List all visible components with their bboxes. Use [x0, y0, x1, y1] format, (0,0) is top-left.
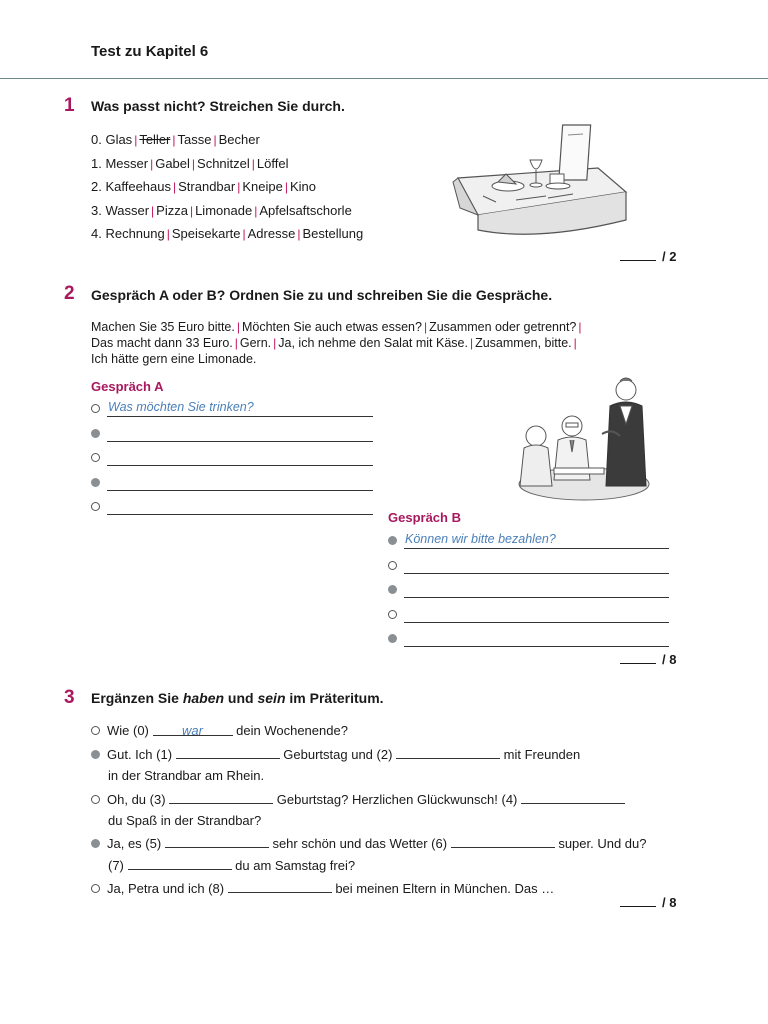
word-option[interactable]: Schnitzel — [197, 155, 250, 171]
separator: | — [469, 336, 474, 350]
separator: | — [254, 203, 258, 218]
title-part: Ergänzen Sie — [91, 690, 183, 706]
title-part: und — [224, 690, 258, 706]
phrase: Ich hätte gern eine Limonade. — [91, 352, 257, 366]
separator: | — [578, 320, 582, 334]
section-1-title: Was passt nicht? Streichen Sie durch. — [91, 98, 345, 114]
phrase-line — [91, 335, 584, 351]
word-option[interactable]: 4. Rechnung — [91, 226, 165, 241]
word-row — [91, 152, 363, 176]
example-answer: Was möchten Sie trinken? — [108, 400, 254, 414]
separator: | — [150, 156, 154, 171]
word-option[interactable]: Löffel — [256, 155, 289, 171]
word-row — [91, 199, 363, 223]
speaker-filled-bullet — [388, 585, 397, 594]
text: Geburtstag? Herzlichen Glückwunsch! (4) — [276, 792, 518, 807]
speaker-open-bullet — [91, 502, 100, 511]
dialog-line — [91, 423, 381, 448]
separator: | — [166, 227, 170, 241]
page-title: Test zu Kapitel 6 — [91, 43, 209, 60]
text: (7) — [108, 858, 124, 873]
answer-input-line[interactable] — [107, 416, 373, 417]
separator: | — [134, 133, 138, 147]
dialog-line — [91, 496, 381, 521]
answer-input-line[interactable] — [107, 514, 373, 515]
score-blank[interactable] — [620, 260, 656, 261]
separator: | — [191, 156, 196, 171]
score-blank[interactable] — [620, 906, 656, 907]
score-value: / 8 — [662, 895, 677, 910]
speaker-filled-bullet — [91, 429, 100, 438]
answer-input-line[interactable] — [107, 441, 373, 442]
title-part: im Präteritum. — [285, 690, 384, 706]
section-3-title — [91, 690, 384, 706]
word-option[interactable]: Pizza — [156, 202, 188, 218]
dialog-a-heading: Gespräch A — [91, 379, 164, 394]
dialog-line — [388, 579, 678, 604]
dialog-b-heading: Gespräch B — [388, 510, 461, 525]
blank-5[interactable] — [165, 835, 269, 848]
example-answer: Können wir bitte bezahlen? — [405, 532, 556, 546]
section-1-word-list — [91, 128, 363, 246]
word-option[interactable]: Limonade — [195, 202, 253, 218]
phrase: Zusammen, bitte. — [475, 336, 572, 350]
word-option[interactable]: Becher — [218, 132, 260, 147]
separator: | — [189, 203, 194, 218]
section-2-number: 2 — [64, 283, 75, 304]
phrase: Möchten Sie auch etwas essen? — [241, 320, 422, 334]
phrase: Das macht dann 33 Euro. — [91, 336, 233, 350]
text: Gut. Ich (1) — [107, 747, 173, 762]
text: Geburtstag und (2) — [283, 747, 393, 762]
blank-4[interactable] — [521, 791, 625, 804]
blank-8[interactable] — [228, 880, 332, 893]
text: Ja, es (5) — [107, 836, 162, 851]
text: Wie (0) — [107, 723, 149, 738]
word-option[interactable]: Strandbar — [178, 179, 236, 194]
separator: | — [173, 180, 177, 194]
word-option[interactable]: Teller — [139, 132, 171, 147]
blank-6[interactable] — [451, 835, 555, 848]
answer-input-line[interactable] — [404, 548, 669, 549]
restaurant-table-illustration — [448, 120, 633, 245]
separator: | — [251, 156, 255, 171]
separator: | — [236, 320, 240, 334]
speaker-filled-bullet — [91, 750, 100, 759]
answer-input-line[interactable] — [404, 573, 669, 574]
answer-input-line[interactable] — [404, 646, 669, 647]
speaker-filled-bullet — [91, 478, 100, 487]
phrase: Zusammen oder getrennt? — [429, 320, 577, 334]
word-option[interactable]: Tasse — [177, 132, 212, 147]
separator: | — [151, 203, 155, 218]
separator: | — [284, 180, 288, 194]
text: du am Samstag frei? — [235, 858, 356, 873]
separator: | — [242, 227, 246, 241]
exercise-line-3 — [91, 835, 647, 851]
speaker-filled-bullet — [388, 634, 397, 643]
word-option[interactable]: 1. Messer — [91, 155, 149, 171]
speaker-open-bullet — [388, 561, 397, 570]
speaker-open-bullet — [388, 610, 397, 619]
word-option[interactable]: Speisekarte — [171, 226, 241, 241]
dialog-line — [91, 447, 381, 472]
dialog-line — [91, 472, 381, 497]
blank-2[interactable] — [396, 746, 500, 759]
answer-input-line[interactable] — [404, 622, 669, 623]
separator: | — [273, 336, 277, 350]
exercise-line-1 — [91, 746, 580, 762]
word-row — [91, 128, 363, 152]
text: super. Und du? — [558, 836, 647, 851]
exercise-line-3b — [108, 857, 355, 873]
dialog-line — [91, 398, 381, 423]
dialog-b — [388, 530, 678, 653]
word-option[interactable]: Kneipe — [242, 179, 283, 194]
text: mit Freunden — [503, 747, 581, 762]
word-option[interactable]: 3. Wasser — [91, 202, 150, 218]
separator: | — [172, 133, 176, 147]
blank-7[interactable] — [128, 857, 232, 870]
exercise-line-4 — [91, 880, 554, 896]
dialog-line — [388, 555, 678, 580]
phrase: Gern. — [239, 336, 272, 350]
speaker-open-bullet — [91, 726, 100, 735]
text: Oh, du (3) — [107, 792, 166, 807]
text: sehr schön und das Wetter (6) — [272, 836, 448, 851]
speaker-filled-bullet — [91, 839, 100, 848]
phrase: Ja, ich nehme den Salat mit Käse. — [278, 336, 468, 350]
word-option[interactable]: Kino — [289, 179, 316, 194]
example-answer: war — [182, 723, 203, 738]
score-value: / 8 — [662, 652, 677, 667]
word-row — [91, 222, 363, 246]
separator: | — [423, 320, 428, 334]
section-2-phrase-box — [91, 319, 584, 367]
header-divider — [0, 78, 768, 79]
score-blank[interactable] — [620, 663, 656, 664]
phrase-line — [91, 319, 584, 335]
speaker-filled-bullet — [388, 536, 397, 545]
separator: | — [213, 133, 217, 147]
blank-1[interactable] — [176, 746, 280, 759]
score-value: / 2 — [662, 249, 677, 264]
section-1-number: 1 — [64, 95, 75, 116]
answer-input-line[interactable] — [404, 597, 669, 598]
dialog-line — [388, 628, 678, 653]
section-2-title: Gespräch A oder B? Ordnen Sie zu und schreiben Sie die Gespräche. — [91, 287, 553, 303]
blank-3[interactable] — [169, 791, 273, 804]
speaker-open-bullet — [91, 884, 100, 893]
word-option[interactable]: Apfelsaftschorle — [259, 202, 352, 218]
section-2-score — [620, 652, 676, 667]
dialog-a — [91, 398, 381, 521]
exercise-line-2 — [91, 791, 625, 807]
exercise-line-2b: du Spaß in der Strandbar? — [108, 813, 262, 828]
speaker-open-bullet — [91, 795, 100, 804]
separator: | — [237, 180, 241, 194]
word-option[interactable]: 2. Kaffeehaus — [91, 179, 171, 194]
answer-input-line[interactable] — [107, 465, 373, 466]
waiter-guests-illustration — [514, 376, 664, 506]
blank-0[interactable] — [153, 723, 233, 736]
speaker-open-bullet — [91, 404, 100, 413]
title-part-sein: sein — [257, 690, 286, 706]
exercise-line-0 — [91, 723, 348, 738]
title-part-haben: haben — [182, 690, 225, 706]
answer-input-line[interactable] — [107, 490, 373, 491]
text: bei meinen Eltern in München. Das … — [335, 881, 555, 896]
section-3-score — [620, 895, 676, 910]
word-option[interactable]: Bestellung — [302, 226, 364, 241]
speaker-open-bullet — [91, 453, 100, 462]
text: dein Wochenende? — [236, 723, 348, 738]
section-1-score — [620, 249, 676, 264]
dialog-line — [388, 530, 678, 555]
word-option[interactable]: Adresse — [247, 226, 296, 241]
separator: | — [297, 227, 301, 241]
word-option[interactable]: 0. Glas — [91, 132, 133, 147]
word-option[interactable]: Gabel — [155, 155, 190, 171]
dialog-line — [388, 604, 678, 629]
word-row — [91, 175, 363, 199]
phrase-line — [91, 351, 584, 367]
separator: | — [234, 336, 238, 350]
text: Ja, Petra und ich (8) — [107, 881, 225, 896]
section-3-number: 3 — [64, 687, 75, 708]
phrase: Machen Sie 35 Euro bitte. — [91, 320, 235, 334]
separator: | — [573, 336, 577, 350]
exercise-line-1b: in der Strandbar am Rhein. — [108, 768, 265, 783]
